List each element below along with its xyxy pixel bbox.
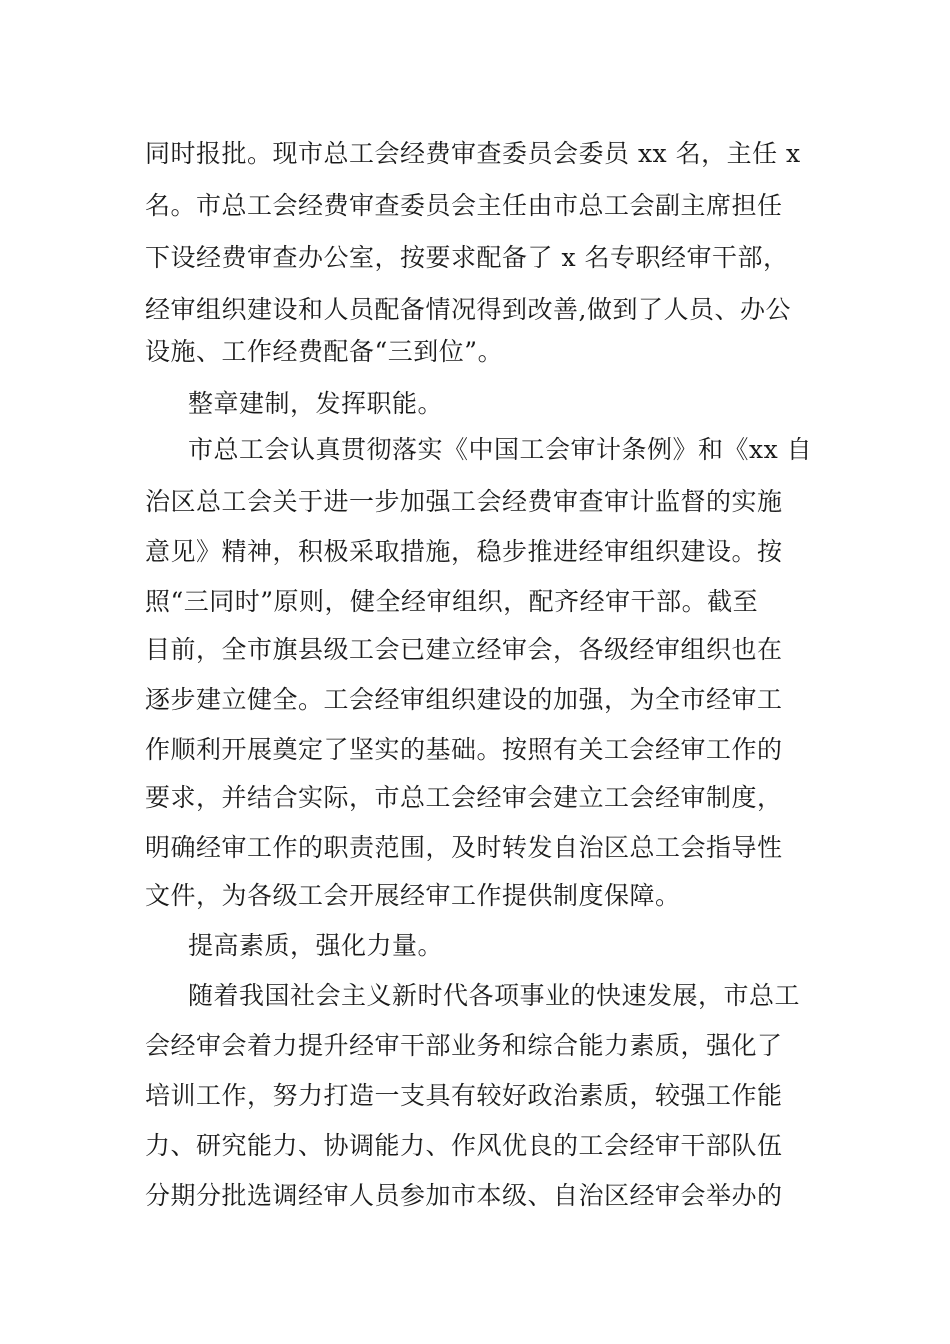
text-line-20: 培训工作，努力打造一支具有较好政治素质，较强工作能 (145, 1081, 783, 1110)
text-line-1: 同时报批。现市总工会经费审查委员会委员 xx 名，主任 x (145, 139, 801, 168)
text-line-11: 目前，全市旗县级工会已建立经审会，各级经审组织也在 (145, 635, 783, 664)
text-line-2: 名。市总工会经费审查委员会主任由市总工会副主席担任 (145, 191, 783, 220)
text-line-19: 会经审会着力提升经审干部业务和综合能力素质，强化了 (145, 1031, 783, 1060)
section-heading-2: 提高素质，强化力量。 (188, 931, 444, 960)
text-line-10: 照“三同时”原则，健全经审组织，配齐经审干部。截至 (145, 587, 759, 616)
text-line-14: 要求，并结合实际，市总工会经审会建立工会经审制度， (145, 783, 783, 812)
section-heading-1: 整章建制，发挥职能。 (188, 389, 444, 418)
text-line-9: 意见》精神，积极采取措施，稳步推进经审组织建设。按 (145, 537, 783, 566)
text-line-21: 力、研究能力、协调能力、作风优良的工会经审干部队伍 (145, 1131, 783, 1160)
text-line-16: 文件，为各级工会开展经审工作提供制度保障。 (145, 881, 681, 910)
text-line-18: 随着我国社会主义新时代各项事业的快速发展，市总工 (188, 981, 801, 1010)
text-line-3: 下设经费审查办公室，按要求配备了 x 名专职经审干部， (145, 243, 789, 272)
text-line-22: 分期分批选调经审人员参加市本级、自治区经审会举办的 (145, 1181, 783, 1210)
text-line-5: 设施、工作经费配备“三到位”。 (145, 337, 504, 366)
text-line-15: 明确经审工作的职责范围，及时转发自治区总工会指导性 (145, 833, 783, 862)
text-line-7: 市总工会认真贯彻落实《中国工会审计条例》和《xx 自 (188, 435, 813, 464)
text-line-4: 经审组织建设和人员配备情况得到改善,做到了人员、办公 (145, 295, 791, 324)
text-line-13: 作顺利开展奠定了坚实的基础。按照有关工会经审工作的 (145, 735, 783, 764)
text-line-8: 治区总工会关于进一步加强工会经费审查审计监督的实施 (145, 487, 783, 516)
text-line-12: 逐步建立健全。工会经审组织建设的加强，为全市经审工 (145, 685, 783, 714)
